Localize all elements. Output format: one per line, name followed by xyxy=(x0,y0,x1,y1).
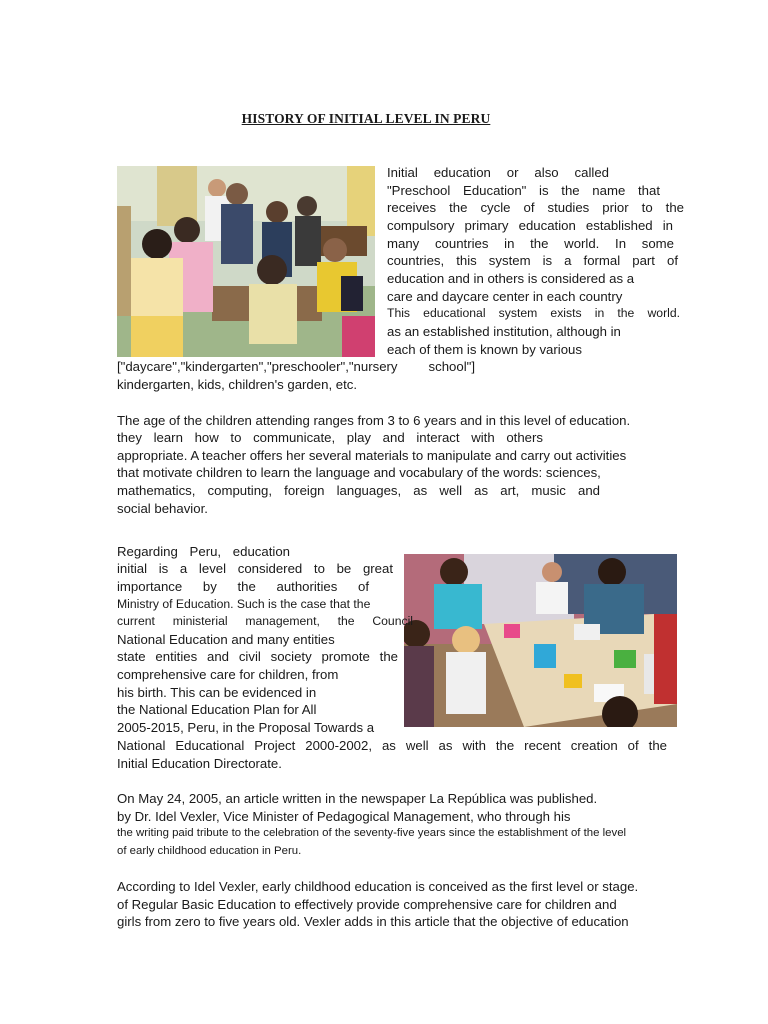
p3-line-2: initial is a level considered to be great xyxy=(117,561,393,576)
p3-line-11: 2005-2015, Peru, in the Proposal Towards a xyxy=(117,720,375,735)
page-title: HISTORY OF INITIAL LEVEL IN PERU xyxy=(241,111,491,126)
teachers-children-table-photo xyxy=(404,554,677,727)
p1-line-4: compulsory primary education established in xyxy=(387,218,673,233)
p1-line-3: receives the cycle of studies prior to the xyxy=(387,200,684,215)
p5-line-2: of Regular Basic Education to effectively provide comprehensive care for children and xyxy=(117,897,617,912)
p3-line-5: current ministerial management, the Council xyxy=(117,614,413,628)
p3-line-3: importance by the authorities of xyxy=(117,579,369,594)
p3-line-9: his birth. This can be evidenced in xyxy=(117,685,317,700)
p1-line-7: education and in others is considered as a xyxy=(387,271,635,286)
p1-line-9: This educational system exists in the world. xyxy=(387,306,680,320)
p2-line-1: The age of the children attending ranges from 3 to 6 years and in this level of education. xyxy=(117,413,631,428)
p4-line-1: On May 24, 2005, an article written in the newspaper La República was published. xyxy=(117,791,598,806)
p1-line-12: ["daycare","kindergarten","preschooler","nursery school"] xyxy=(117,359,475,374)
p2-line-2: they learn how to communicate, play and interact with others xyxy=(117,430,543,445)
classroom-children-photo xyxy=(117,166,375,357)
p3-line-10: the National Education Plan for All xyxy=(117,702,317,717)
p3-line-8: comprehensive care for children, from xyxy=(117,667,339,682)
p4-line-3: the writing paid tribute to the celebration of the seventy-five years since the establishment of the level xyxy=(117,827,627,839)
p1-line-1: Initial education or also called xyxy=(387,165,609,180)
p4-line-4: of early childhood education in Peru. xyxy=(117,845,302,857)
p1-line-13: kindergarten, kids, children's garden, etc. xyxy=(117,377,358,392)
p3-line-1: Regarding Peru, education xyxy=(117,544,290,559)
p1-line-6: countries, this system is a formal part of xyxy=(387,253,678,268)
p4-line-2: by Dr. Idel Vexler, Vice Minister of Pedagogical Management, who through his xyxy=(117,809,571,824)
p5-line-3: girls from zero to five years old. Vexler adds in this article that the objective of education xyxy=(117,914,629,929)
p3-line-13: Initial Education Directorate. xyxy=(117,756,282,771)
p3-line-4: Ministry of Education. Such is the case that the xyxy=(117,597,371,611)
p2-line-3: appropriate. A teacher offers her several materials to manipulate and carry out activities xyxy=(117,448,627,463)
p5-line-1: According to Idel Vexler, early childhood education is conceived as the first level or stage. xyxy=(117,879,639,894)
p3-line-7: state entities and civil society promote the xyxy=(117,649,398,664)
p1-line-10: as an established institution, although in xyxy=(387,324,621,339)
p1-line-11: each of them is known by various xyxy=(387,342,582,357)
p1-line-8: care and daycare center in each country xyxy=(387,289,623,304)
p3-line-12: National Educational Project 2000-2002, as well as with the recent creation of the xyxy=(117,738,667,753)
p2-line-4: that motivate children to learn the language and vocabulary of the words: sciences, xyxy=(117,465,601,480)
p1-line-2: "Preschool Education" is the name that xyxy=(387,183,660,198)
p1-line-5: many countries in the world. In some xyxy=(387,236,674,251)
p3-line-6: National Education and many entities xyxy=(117,632,335,647)
p2-line-6: social behavior. xyxy=(117,501,208,516)
p2-line-5: mathematics, computing, foreign languages, as well as art, music and xyxy=(117,483,600,498)
